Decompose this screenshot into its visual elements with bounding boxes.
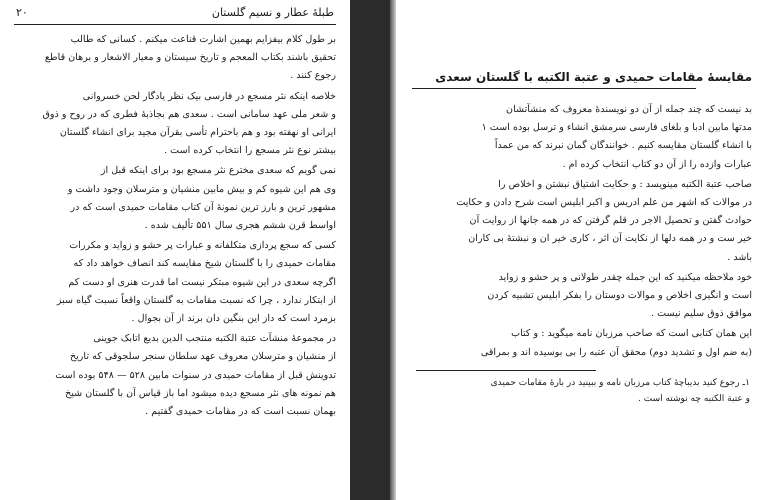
text-line: هم نمونه های نثر مسجع دیده میشود اما باز قیاس آن با گلستان شیخ bbox=[65, 387, 336, 399]
text-line: بیشتر نوع نثر مسجع را انتخاب کرده است . bbox=[164, 145, 336, 157]
header-rule bbox=[14, 24, 336, 25]
footnote-line: و عتبة الکتبه چه نوشته است . bbox=[638, 393, 750, 404]
text-line: خیر ست و در همه دلها از نکایت آن اثر ، کاری خیر ان و نبشتۀ بی کاران bbox=[468, 233, 752, 245]
paragraph bbox=[408, 101, 756, 174]
footnote-line: ۱ـ رجوع کنید بدیباچۀ کتاب مرزبان نامه و ببینید در بارۀ مقامات حمیدی bbox=[490, 377, 750, 388]
text-line: تدوینش قبل از مقامات حمیدی در سنوات مابین ۵۲۸ — ۵۴۸ بوده است bbox=[55, 369, 336, 381]
text-line: اگرچه سعدی در این شیوه مبتکر نیست اما قدرت هنری او دست کم bbox=[68, 276, 336, 288]
text-line: باشد . bbox=[727, 251, 752, 263]
text-line: است و انگیزی اخلاص و موالات دوستان را بفکر ابلیس تشبیه کردن bbox=[487, 290, 752, 302]
text-line: مقامات حمیدی را با گلستان شیخ مقایسه کند انصاف خواهد داد که bbox=[73, 258, 336, 270]
text-line: خلاصه اینکه نثر مسجع در فارسی بیک نظر یادگار لحن خسروانی bbox=[82, 90, 336, 102]
text-line: مدتها مابین ادبا و بلغای فارسی سرمشق انشاء و ترسل بوده است ۱ bbox=[481, 122, 752, 134]
text-line: حوادث گفتن و تحصیل الاجر در قلم گرفتن که در همه جانها از روایت آن bbox=[469, 215, 752, 227]
text-line: رجوع کنند . bbox=[290, 70, 336, 82]
section-title: مقایسۀ مقامات حمیدی و عتبة الکتبه با گلستان سعدی bbox=[435, 70, 752, 84]
left-page-header bbox=[10, 6, 340, 24]
text-line: صاحب عتبة الکتبه مینویسد : و حکایت اشتیاق نبشتن و اخلاص را bbox=[498, 178, 752, 190]
title-underline bbox=[412, 88, 696, 89]
text-line: کسی که سجع پردازی متکلفانه و عبارات پر حشو و زواید و مکررات bbox=[69, 240, 336, 252]
text-line: وی هم این شیوه کم و بیش مابین منشیان و مترسلان وجود داشت و bbox=[67, 183, 336, 195]
text-line: خود ملاحظه میکنید که این جمله چقدر طولانی و پر حشو و زواید bbox=[498, 271, 752, 283]
text-line: مشهور ترین و بارز ترین نمونۀ آن کتاب مقامات حمیدی است که در bbox=[70, 201, 336, 213]
left-page-body bbox=[10, 31, 340, 421]
footnote-rule bbox=[416, 370, 596, 371]
text-line: از ابتکار ندارد ، چرا که نسبت مقامات به گلستان واقعاً نسبت گیاه سبز bbox=[56, 294, 336, 306]
paragraph bbox=[10, 237, 340, 328]
paragraph bbox=[10, 31, 340, 86]
text-line: در موالات که اشهر من علم ادریس و اکبر ابلیس است شرح دادن و حکایت bbox=[456, 197, 752, 209]
text-line: این همان کتابی است که صاحب مرزبان نامه میگوید : و کتاب bbox=[511, 328, 752, 340]
text-line: با انشاء گلستان مقایسه کنیم . خوانندگان گمان نبرند که من عمداً bbox=[494, 140, 752, 152]
text-line: موافق ذوق سلیم نیست . bbox=[651, 308, 752, 320]
text-line: بهمان نسبت است که در مقامات حمیدی گفتیم . bbox=[145, 406, 336, 418]
text-line: از منشیان و مترسلان معروف عهد سلطان سنجر سلجوقی که تاریخ bbox=[69, 351, 336, 363]
text-line: بر طول کلام بیفزایم بهمین اشارت قناعت میکنم . کسانی که طالب bbox=[70, 34, 336, 45]
text-line: ایرانی او نهفته بود و هم باحترام تأسی بقرآن مجید برای انشاء گلستان bbox=[59, 127, 336, 139]
right-page-body bbox=[408, 101, 756, 362]
paragraph bbox=[408, 176, 756, 267]
text-line: عبارات وازده را از آن دو کتاب انتخاب کرده ام . bbox=[562, 158, 752, 170]
text-line: نمی گویم که سعدی مخترع نثر مسجع بود برای اینکه قبل از bbox=[100, 165, 336, 177]
text-line: تحقیق باشند بکتاب المعجم و تاریخ سیستان و معیار الاشعار و برهان قاطع bbox=[44, 52, 336, 64]
running-title: طبلۀ عطار و نسیم گلستان bbox=[211, 6, 334, 19]
paragraph bbox=[10, 162, 340, 235]
text-line: در مجموعۀ منشآت عتبة الکتبه منتجب الدین بدیع اتابک جوینی bbox=[93, 333, 336, 345]
left-page bbox=[0, 0, 350, 500]
text-line: و شعر ملی عهد سامانی است . سعدی هم بجاذبۀ فطری که در روح و ذوق bbox=[42, 108, 336, 120]
paragraph bbox=[408, 269, 756, 324]
paragraph bbox=[408, 325, 756, 361]
paragraph bbox=[10, 330, 340, 421]
text-line: بزمرد است که داز این بنگین دان برند از آن بجوال . bbox=[131, 313, 336, 325]
text-line: (به ضم اول و تشدید دوم) محقق آن عتبه را بی بوسیده اند و بمراقی bbox=[480, 346, 752, 358]
footnote bbox=[408, 375, 756, 407]
text-line: اواسط قرن ششم هجری سال ۵۵۱ تألیف شده . bbox=[144, 220, 336, 232]
page-number: ۲۰ bbox=[16, 6, 28, 19]
right-page bbox=[396, 0, 768, 500]
paragraph bbox=[10, 88, 340, 161]
text-line: بد نیست که چند جمله از آن دو نویسندۀ معروف که منشآتشان bbox=[506, 104, 752, 115]
book-gutter bbox=[350, 0, 390, 500]
